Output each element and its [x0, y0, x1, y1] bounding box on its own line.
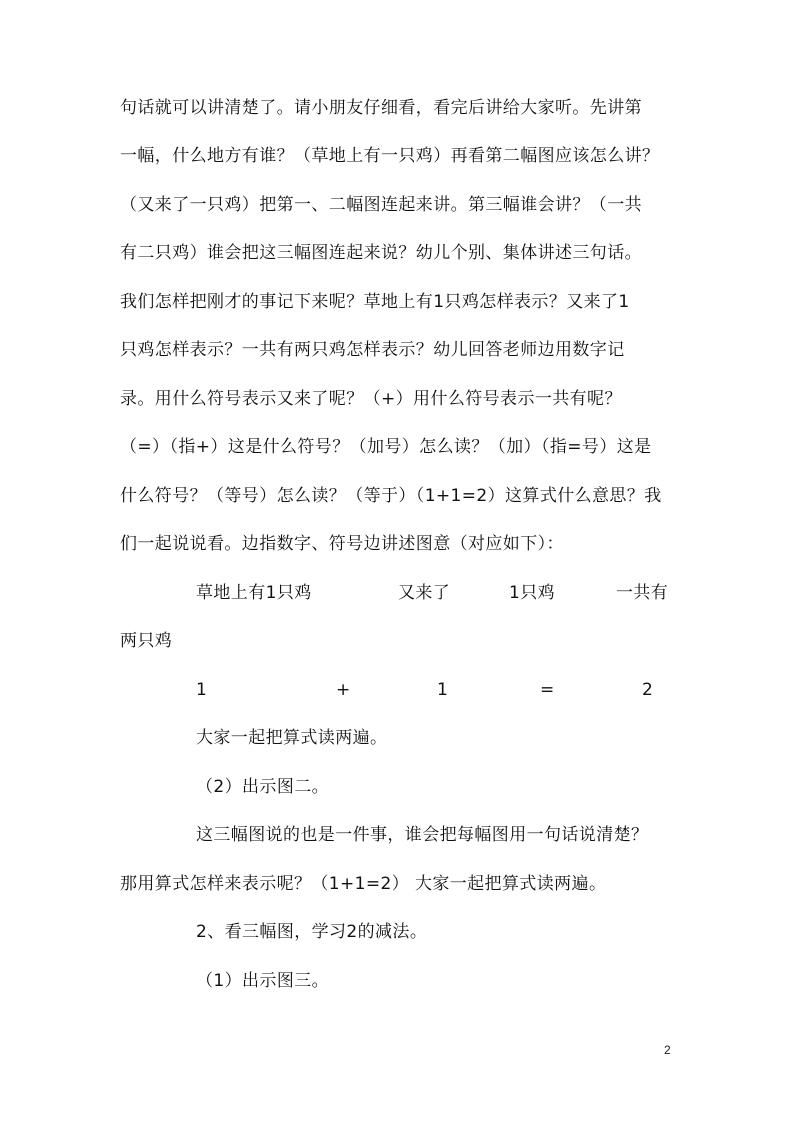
- body-line-6: 只鸡怎样表示？一共有两只鸡怎样表示？幼儿回答老师边用数字记: [120, 340, 625, 360]
- body-line-2: 一幅，什么地方有谁？（草地上有一只鸡）再看第二幅图应该怎么讲？: [120, 146, 660, 166]
- section-heading-2: 2、看三幅图，学习2的减法。: [196, 922, 428, 942]
- para-three-pics-line-1: 这三幅图说的也是一件事，谁会把每幅图用一句话说清楚？: [196, 825, 649, 845]
- body-line-9: 什么符号？（等号）怎么读？（等于）（1+1=2）这算式什么意思？我: [120, 486, 662, 506]
- body-line-5: 我们怎样把刚才的事记下来呢？草地上有1只鸡怎样表示？又来了1: [120, 292, 630, 312]
- body-line-7: 录。用什么符号表示又来了呢？（+）用什么符号表示一共有呢？: [120, 389, 622, 409]
- correspondence-symbol-plus: +: [336, 680, 351, 700]
- para-read-twice: 大家一起把算式读两遍。: [196, 728, 388, 748]
- para-show-pic3: （1）出示图三。: [196, 971, 330, 991]
- body-line-4: 有二只鸡）谁会把这三幅图连起来说？幼儿个别、集体讲述三句话。: [120, 243, 642, 263]
- body-line-3: （又来了一只鸡）把第一、二幅图连起来讲。第三幅谁会讲？（一共: [120, 195, 642, 215]
- para-show-pic2: （2）出示图二。: [196, 777, 330, 797]
- para-three-pics-line-2: 那用算式怎样来表示呢？（1+1=2） 大家一起把算式读两遍。: [120, 874, 607, 894]
- body-line-1: 句话就可以讲清楚了。请小朋友仔细看，看完后讲给大家听。先讲第: [120, 98, 642, 118]
- correspondence-symbol-3: 1: [437, 680, 449, 700]
- correspondence-symbol-equals: =: [540, 680, 555, 700]
- correspondence-word-2: 又来了: [398, 583, 451, 603]
- correspondence-symbol-5: 2: [642, 680, 654, 700]
- correspondence-word-1: 草地上有1只鸡: [196, 583, 312, 603]
- correspondence-wrap: 两只鸡: [120, 631, 173, 651]
- correspondence-word-3: 1只鸡: [509, 583, 556, 603]
- body-line-10: 们一起说说看。边指数字、符号边讲述图意（对应如下）：: [120, 534, 564, 554]
- correspondence-symbol-1: 1: [196, 680, 208, 700]
- body-line-8: （=）（指+）这是什么符号？（加号）怎么读？（加）（指=号）这是: [120, 437, 652, 457]
- page-number: 2: [664, 1043, 671, 1057]
- correspondence-word-4: 一共有: [616, 583, 669, 603]
